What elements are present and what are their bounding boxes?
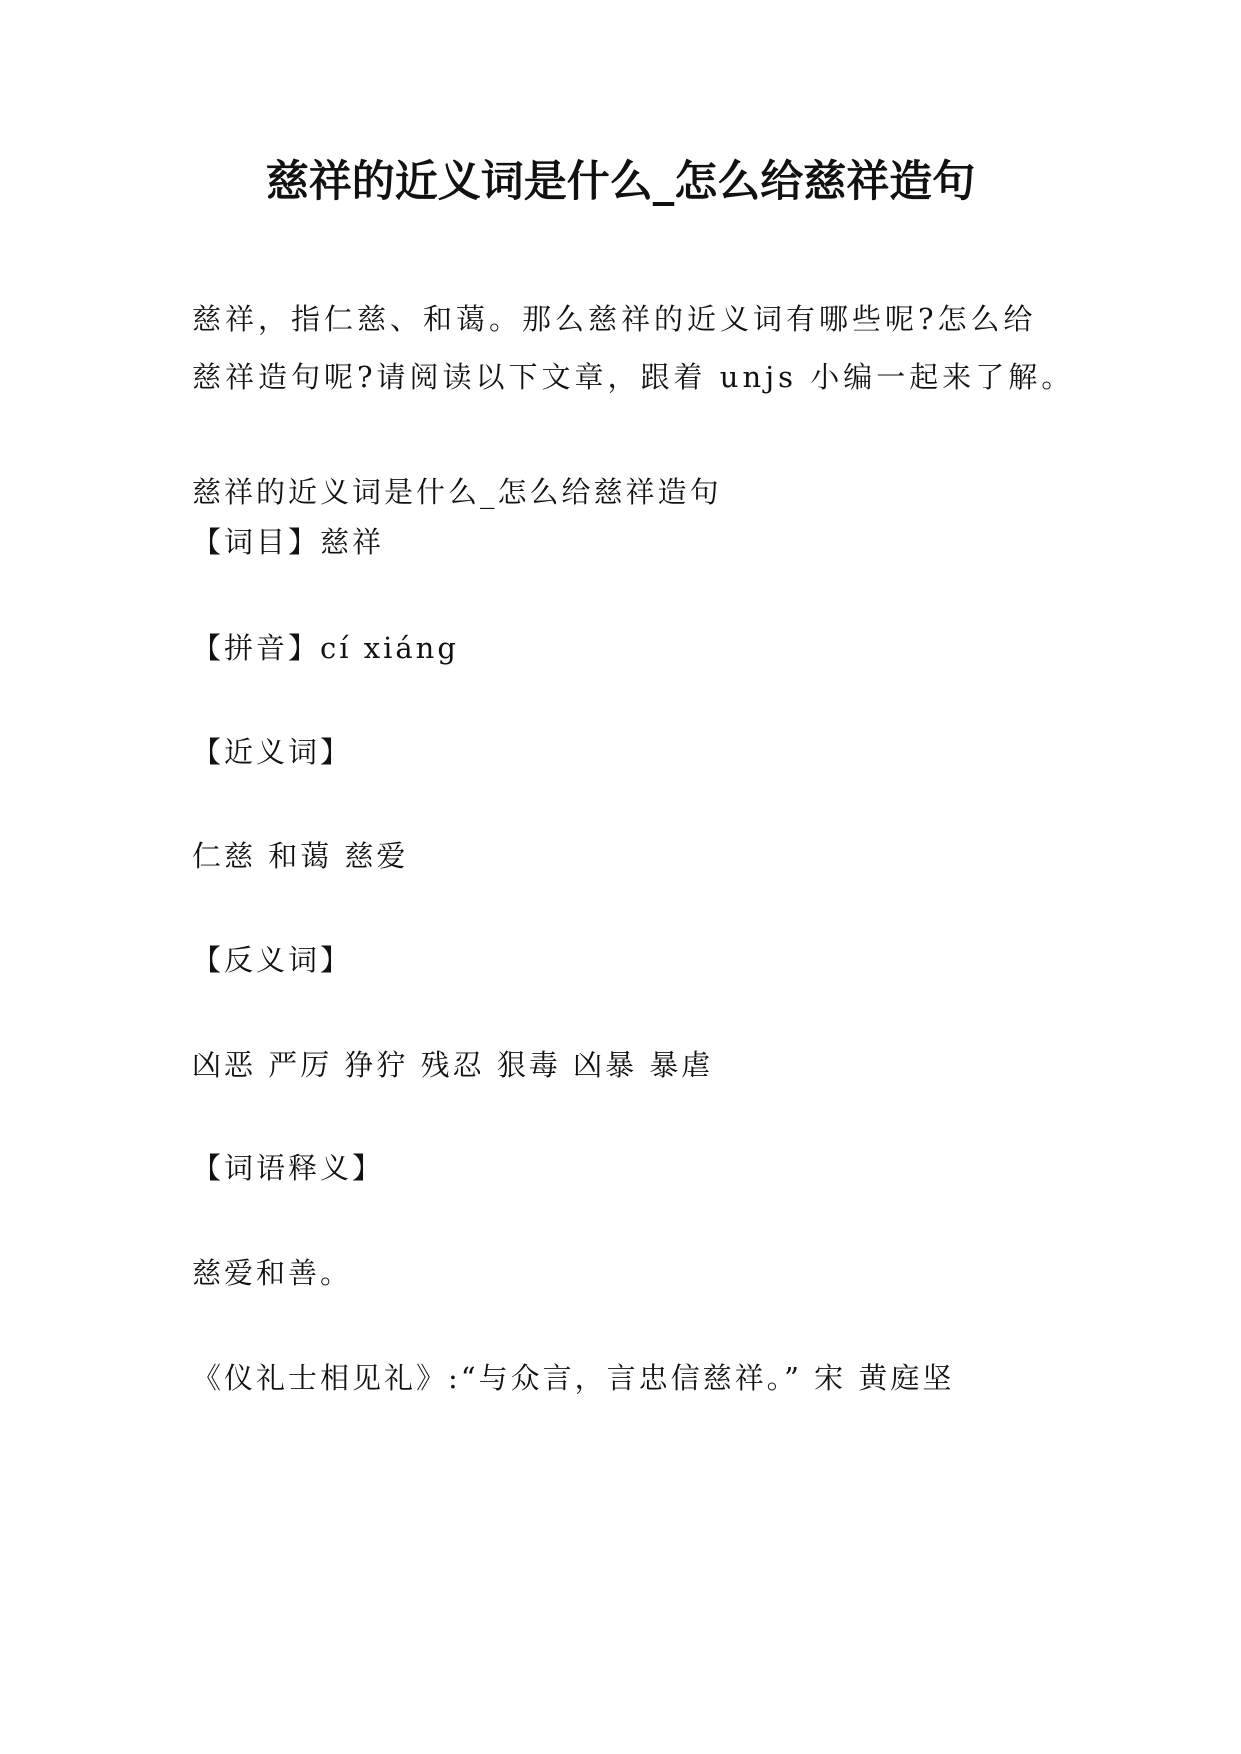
section-subtitle: 慈祥的近义词是什么_怎么给慈祥造句 (192, 475, 722, 509)
antonym-list: 凶恶 严厉 狰狞 残忍 狠毒 凶暴 暴虐 (192, 1048, 714, 1082)
antonym-heading: 【反义词】 (192, 943, 353, 977)
pinyin-label: 【拼音】cí xiáng (192, 631, 459, 665)
synonym-heading: 【近义词】 (192, 735, 353, 769)
intro-paragraph (192, 290, 1075, 406)
quote-text: 《仪礼士相见礼》:“与众言，言忠信慈祥。” 宋 黄庭坚 (192, 1361, 955, 1395)
intro-line-2: 慈祥造句呢?请阅读以下文章，跟着 unjs 小编一起来了解。 (192, 360, 1075, 394)
synonym-list: 仁慈 和蔼 慈爱 (192, 839, 409, 873)
document-title: 慈祥的近义词是什么_怎么给慈祥造句 (265, 157, 976, 207)
definition-heading: 【词语释义】 (192, 1151, 385, 1185)
entry-label: 【词目】慈祥 (192, 525, 385, 559)
definition-text: 慈爱和善。 (192, 1256, 353, 1290)
intro-line-1: 慈祥，指仁慈、和蔼。那么慈祥的近义词有哪些呢?怎么给 (192, 302, 1037, 336)
